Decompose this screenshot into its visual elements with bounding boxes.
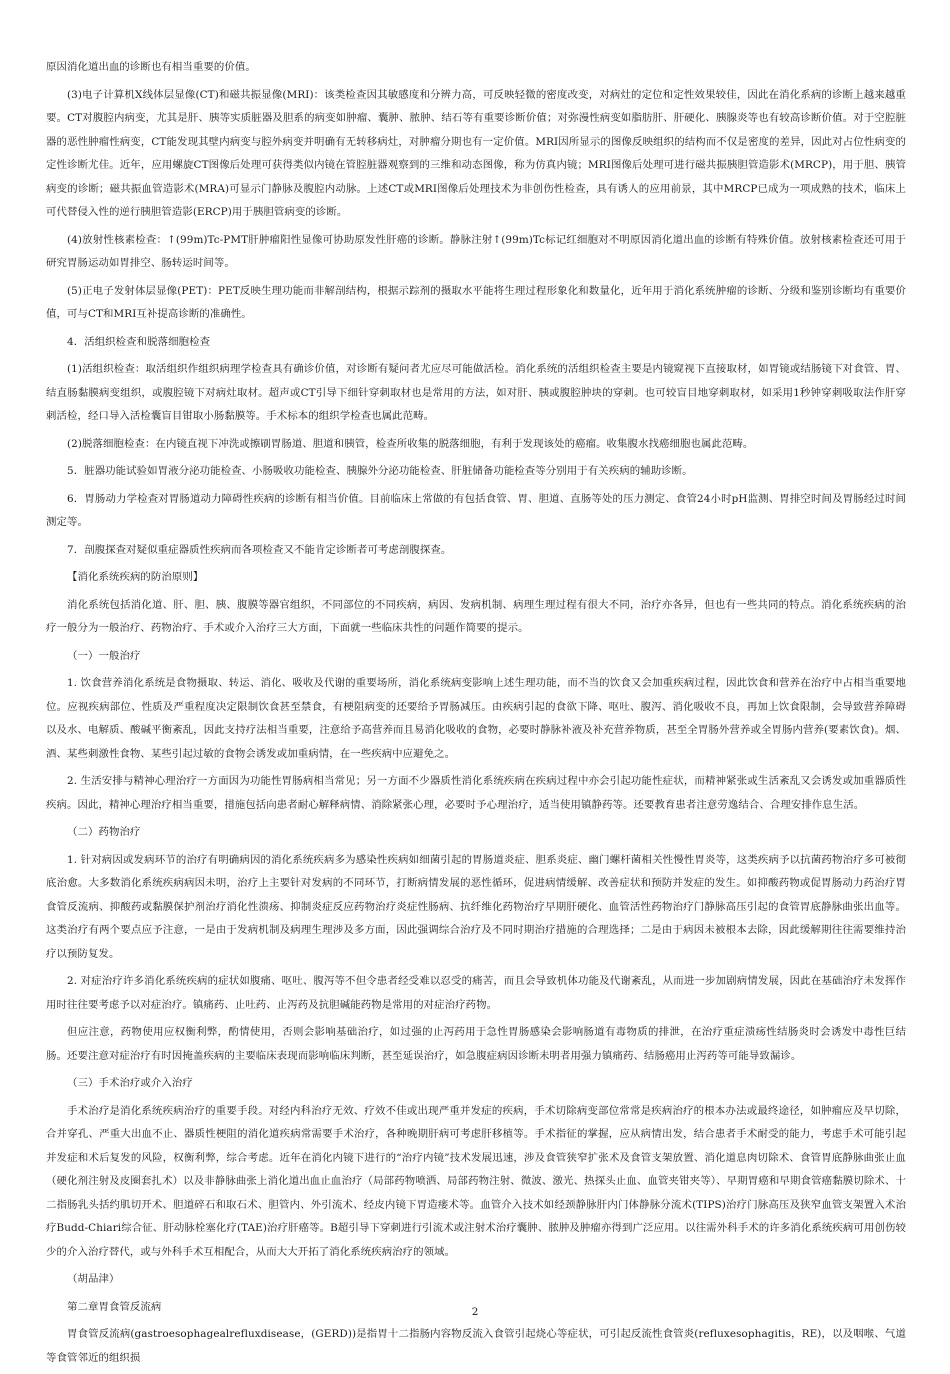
paragraph: 2. 对症治疗许多消化系统疾病的症状如腹痛、呕吐、腹泻等不但令患者经受难以忍受的痛苦，而且会导致机体功能及代谢紊乱，从而进一步加剧病情发展，因此在基础治疗未发挥作用时往往要考虑予以对症治疗。镇痛药、止吐药、止泻药及抗胆碱能药物是常用的对症治疗药物。 <box>46 975 906 1011</box>
paragraph: 原因消化道出血的诊断也有相当重要的价值。 <box>46 61 256 73</box>
author-credit: （胡品津） <box>67 1273 120 1285</box>
paragraph: (5)正电子发射体层显像(PET)：PET反映生理功能而非解剖结构，根据示踪剂的摄取水平能将生理过程形象化和数量化，近年用于消化系统肿瘤的诊断、分级和鉴别诊断均有重要价值，可与CT和MRI互补提高诊断的准确性。 <box>46 284 906 320</box>
section-heading: 4．活组织检查和脱落细胞检查 <box>67 335 211 348</box>
paragraph: 手术治疗是消化系统疾病治疗的重要手段。对经内科治疗无效、疗效不佳或出现严重并发症的疾病，手术切除病变部位常常是疾病治疗的根本办法或最终途径，如肿瘤应及早切除，合并穿孔、严重大出血不止、器质性梗阻的消化道疾病常需要手术治疗，各种晚期肝病可考虑肝移植等。手术指征的掌握，应从病情出发，结合患者手术耐受的能力，考虑手术可能引起并发症和术后复发的风险，权衡利弊，综合考虑。近年在消化内镜下进行的“治疗内镜”技术发展迅速，涉及食管狭窄扩张术及食管支架放置、消化道息肉切除术、食管胃底静脉曲张止血（硬化剂注射及皮圈套扎术）以及非静脉曲张上消化道出血止血治疗（局部药物喷洒、局部药物注射、微波、激光、热探头止血、血管夹钳夹等）、早期胃癌和早期食管癌黏膜切除术、十二指肠乳头括约肌切开术、胆道碎石和取石术、胆管内、外引流术、经皮内镜下胃造瘘术等。血管介入技术如经颈静脉肝内门体静脉分流术(TIPS)治疗门脉高压及狭窄血管支架置入术治疗Budd-Chiari综合征、肝动脉栓塞化疗(TAE)治疗肝癌等。B超引导下穿刺进行引流术或注射术治疗囊肿、脓肿及肿瘤亦得到广泛应用。以往需外科手术的许多消化系统疾病可用创伤较少的介入治疗替代，或与外科手术互相配合，从而大大开拓了消化系统疾病治疗的领域。 <box>46 1104 906 1258</box>
section-heading: 【消化系统疾病的防治原则】 <box>67 571 204 583</box>
chapter-title: 第二章胃食管反流病 <box>67 1300 162 1313</box>
page-number: 2 <box>471 1306 479 1318</box>
document-body <box>46 56 906 1374</box>
paragraph: 但应注意，药物使用应权衡利弊，酌情使用，否则会影响基础治疗，如过强的止泻药用于急性胃肠感染会影响肠道有毒物质的排泄，在治疗重症溃疡性结肠炎时会诱发中毒性巨结肠。还要注意对症治疗有时因掩盖疾病的主要临床表现而影响临床判断，甚至延误治疗，如急腹症病因诊断未明者用强力镇痛药、结肠癌用止泻药等可能导致漏诊。 <box>46 1026 906 1062</box>
paragraph: (4)放射性核素检查：↑(99m)Tc-PMT肝肿瘤阳性显像可协助原发性肝癌的诊断。静脉注射↑(99m)Tc标记红细胞对不明原因消化道出血的诊断有特殊价值。放射核素检查还可用于研究胃肠运动如胃排空、肠转运时间等。 <box>46 233 906 269</box>
subsection-heading: （三）手术治疗或介入治疗 <box>67 1077 193 1089</box>
paragraph: 6．胃肠动力学检查对胃肠道动力障碍性疾病的诊断有相当价值。目前临床上常做的有包括食管、胃、胆道、直肠等处的压力测定、食管24小时pH监测、胃排空时间及胃肠经过时间测定等。 <box>46 492 906 528</box>
paragraph: 1. 饮食营养消化系统是食物摄取、转运、消化、吸收及代谢的重要场所，消化系统病变影响上述生理功能，而不当的饮食又会加重疾病过程，因此饮食和营养在治疗中占相当重要地位。应视疾病部位、性质及严重程度决定限制饮食甚至禁食，有梗阻病变的还要给予胃肠减压。由疾病引起的食欲下降、呕吐、腹泻、消化吸收不良，再加上饮食限制，会导致营养障碍以及水、电解质、酸碱平衡紊乱，因此支持疗法相当重要，注意给予高营养而且易消化吸收的食物，必要时静脉补液及补充营养物质，甚至全胃肠外营养或全胃肠内营养(要素饮食)。烟、酒、某些刺激性食物、某些引起过敏的食物会诱发或加重病情，在一些疾病中应避免之。 <box>46 677 906 760</box>
paragraph: 胃食管反流病(gastroesophagealrefluxdisease，(GERD))是指胃十二指肠内容物反流入食管引起烧心等症状，可引起反流性食管炎(refluxesophagitis，RE)，以及咽喉、气道等食管邻近的组织损 <box>46 1328 906 1364</box>
paragraph: (3)电子计算机X线体层显像(CT)和磁共振显像(MRI)：该类检查因其敏感度和分辨力高，可反映轻微的密度改变，对病灶的定位和定性效果较佳，因此在消化系病的诊断上越来越重要。CT对腹腔内病变，尤其是肝、胰等实质脏器及胆系的病变如肿瘤、囊肿、脓肿、结石等有重要诊断价值；对弥漫性病变如脂肪肝、肝硬化、胰腺炎等也有较高诊断价值。对于空腔脏器的恶性肿瘤性病变，CT能发现其壁内病变与腔外病变并明确有无转移病灶，对肿瘤分期也有一定价值。MRI因所显示的图像反映组织的结构而不仅是密度的差异，因此对占位性病变的定性诊断尤佳。近年，应用螺旋CT图像后处理可获得类似内镜在管腔脏器观察到的三维和动态图像，称为仿真内镜；MRI图像后处理可进行磁共振胰胆管造影术(MRCP)，用于胆、胰管病变的诊断；磁共振血管造影术(MRA)可显示门静脉及腹腔内动脉。上述CT或MRI图像后处理技术为非创伤性检查，具有诱人的应用前景，其中MRCP已成为一项成熟的技术，临床上可代替侵入性的逆行胰胆管造影(ERCP)用于胰胆管病变的诊断。 <box>46 88 906 218</box>
paragraph: 消化系统包括消化道、肝、胆、胰、腹膜等器官组织，不同部位的不同疾病，病因、发病机制、病理生理过程有很大不同，治疗亦各异，但也有一些共同的特点。消化系统疾病的治疗一般分为一般治疗、药物治疗、手术或介入治疗三大方面，下面就一些临床共性的问题作简要的提示。 <box>46 598 906 634</box>
paragraph: 2. 生活安排与精神心理治疗一方面因为功能性胃肠病相当常见；另一方面不少器质性消化系统疾病在疾病过程中亦会引起功能性症状，而精神紧张或生活紊乱又会诱发或加重器质性疾病。因此，精神心理治疗相当重要，措施包括向患者耐心解释病情、消除紧张心理，必要时予心理治疗，适当使用镇静药等。还要教育患者注意劳逸结合、合理安排作息生活。 <box>46 775 906 811</box>
paragraph: 7．剖腹探查对疑似重症器质性疾病而各项检查又不能肯定诊断者可考虑剖腹探查。 <box>67 543 452 556</box>
paragraph: (2)脱落细胞检查：在内镜直视下冲洗或擦刷胃肠道、胆道和胰管，检查所收集的脱落细胞，有利于发现该处的癌瘤。收集腹水找癌细胞也属此范畴。 <box>67 437 754 450</box>
subsection-heading: （二）药物治疗 <box>67 826 141 838</box>
subsection-heading: （一）一般治疗 <box>67 649 141 662</box>
paragraph: 5．脏器功能试验如胃液分泌功能检查、小肠吸收功能检查、胰腺外分泌功能检查、肝脏储备功能检查等分别用于有关疾病的辅助诊断。 <box>67 465 693 477</box>
paragraph: (1)活组织检查：取活组织作组织病理学检查具有确诊价值，对诊断有疑问者尤应尽可能做活检。消化系统的活组织检查主要是内镜窥视下直接取材，如胃镜或结肠镜下对食管、胃、结直肠黏膜病变组织，或腹腔镜下对病灶取材。超声或CT引导下细针穿刺取材也是常用的方法，如对肝、胰或腹腔肿块的穿刺。也可较盲目地穿刺取材，如采用1秒钟穿刺吸取法作肝穿刺活检，经口导入活检囊盲目钳取小肠黏膜等。手术标本的组织学检查也属此范畴。 <box>46 363 906 422</box>
paragraph: 1. 针对病因或发病环节的治疗有明确病因的消化系统疾病多为感染性疾病如细菌引起的胃肠道炎症、胆系炎症、幽门螺杆菌相关性慢性胃炎等，这类疾病予以抗菌药物治疗多可被彻底治愈。大多数消化系统疾病病因未明，治疗上主要针对发病的不同环节，打断病情发展的恶性循环，促进病情缓解、改善症状和预防并发症的发生。如抑酸药物或促胃肠动力药治疗胃食管反流病、抑酸药或黏膜保护剂治疗消化性溃疡、抑制炎症反应药物治疗炎症性肠病、抗纤维化药物治疗早期肝硬化、血管活性药物治疗门静脉高压引起的食管胃底静脉曲张出血等。这类治疗有两个要点应予注意，一是由于发病机制及病理生理涉及多方面，因此强调综合治疗及不同时期治疗措施的合理选择；二是由于病因未被根本去除，因此缓解期往往需要维持治疗以预防复发。 <box>46 853 906 960</box>
